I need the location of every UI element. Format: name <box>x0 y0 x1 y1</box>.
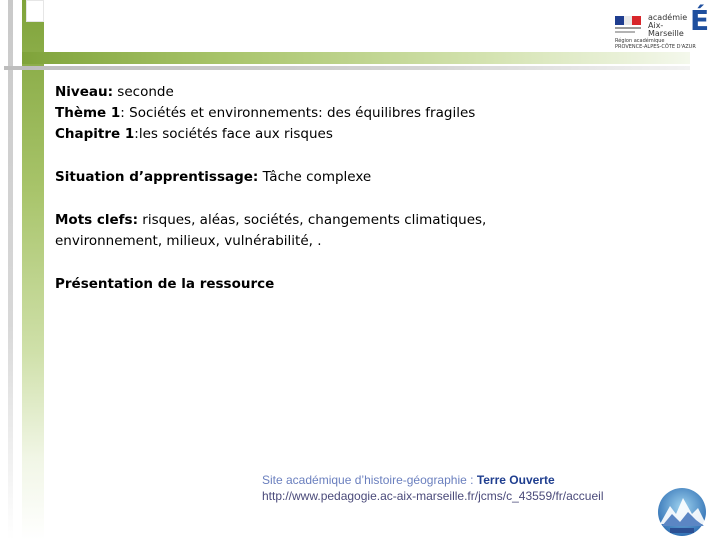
top-green-bar <box>22 52 690 64</box>
theme-line: Thème 1: Sociétés et environnements: des équilibres fragiles <box>55 105 476 121</box>
mots-clefs-line-2: environnement, milieux, vulnérabilité, . <box>55 233 322 249</box>
slide-content <box>55 82 675 295</box>
presentation-heading: Présentation de la ressource <box>55 276 275 292</box>
corner-square <box>26 0 44 22</box>
terre-ouverte-logo-icon <box>652 484 710 536</box>
left-green-bar <box>22 0 44 540</box>
mots-clefs-line: Mots clefs: risques, aléas, sociétés, changements climatiques, <box>55 212 487 228</box>
academie-e-letter: É <box>690 4 710 37</box>
footer-url-link[interactable]: http://www.pedagogie.ac-aix-marseille.fr/jcms/c_43559/fr/accueil <box>262 489 604 503</box>
left-grey-bar <box>8 0 13 540</box>
academie-name: académie Aix-Marseille <box>648 13 688 38</box>
site-name: Terre Ouverte <box>476 473 555 487</box>
top-grey-bar <box>4 66 690 70</box>
footer <box>262 472 682 504</box>
situation-line: Situation d’apprentissage: Tâche complexe <box>55 169 372 185</box>
footer-site-line: Site académique d’histoire-géographie : Terre Ouverte <box>262 473 555 487</box>
region-label: Région académique PROVENCE-ALPES-CÔTE D'AZUR <box>615 38 696 50</box>
chapitre-line: Chapitre 1:les sociétés face aux risques <box>55 126 333 142</box>
french-flag-icon <box>615 16 641 25</box>
niveau-line: Niveau: seconde <box>55 84 174 100</box>
academie-logo <box>612 4 712 50</box>
